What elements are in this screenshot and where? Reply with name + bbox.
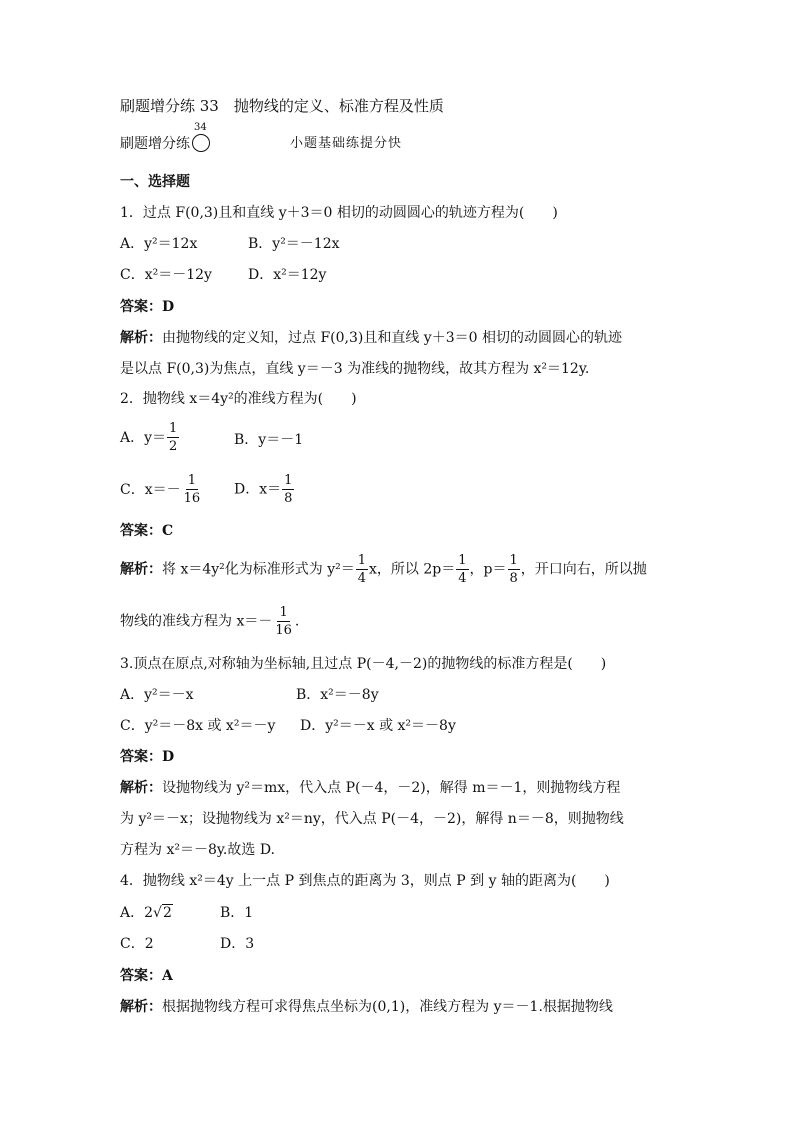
- fraction: $\frac{1}{8}$: [284, 473, 293, 506]
- sqrt-icon: √: [153, 905, 162, 921]
- q1-analysis-text1: 由抛物线的定义知，过点 F(0,3)且和直线 y＋3＝0 相切的动圆圆心的轨迹: [162, 330, 622, 346]
- circle-number: 34: [194, 122, 207, 133]
- number-circle-icon: [192, 122, 210, 152]
- q2-options-row1: [120, 420, 304, 455]
- q2-option-d: D．x＝ $\frac{1}{8}$: [234, 473, 293, 506]
- fraction: $\frac{1}{16}$: [183, 473, 201, 506]
- section-heading: 一、选择题: [120, 174, 190, 190]
- q2-option-c: C．x＝－ $\frac{1}{16}$: [120, 473, 201, 506]
- q4-options-row1: [120, 903, 254, 923]
- q2-option-a: A．y＝ $\frac{1}{2}$: [120, 421, 178, 454]
- header-row: [120, 122, 210, 154]
- q4-answer: 答案：A: [120, 968, 173, 984]
- q1-options-row2: [120, 265, 327, 285]
- fraction: $\frac{1}{4}$: [458, 553, 467, 586]
- header-subtitle: 小题基础练提分快: [290, 136, 403, 151]
- q3-analysis-line2: 为 y²＝－x；设抛物线为 x²＝ny，代入点 P(－4，－2)，解得 n＝－8，则抛物线: [120, 811, 624, 827]
- q3-answer: 答案：D: [120, 749, 175, 765]
- header-label: 刷题增分练: [120, 136, 190, 152]
- q3-analysis-line3: 方程为 x²＝－8y.故选 D.: [120, 842, 275, 858]
- q3-option-c: C．y²＝－8x 或 x²＝－y: [120, 718, 276, 734]
- q1-answer: 答案：D: [120, 299, 175, 315]
- q4-option-a: A．2√2: [120, 905, 172, 921]
- q4-stem: 4．抛物线 x²＝4y 上一点 P 到焦点的距离为 3，则点 P 到 y 轴的距离为( ): [120, 873, 610, 889]
- fraction: $\frac{1}{4}$: [357, 553, 367, 586]
- q3-option-a: A．y²＝－x: [120, 687, 194, 703]
- q1-options-row1: [120, 234, 340, 254]
- q3-analysis-line1: 解析：设抛物线为 y²＝mx，代入点 P(－4，－2)，解得 m＝－1，则抛物线方程: [120, 780, 621, 796]
- q3-option-b: B．x²＝－8y: [296, 687, 379, 703]
- q4-options-row2: [120, 934, 255, 954]
- q3-option-d: D．y²＝－x 或 x²＝－8y: [300, 718, 456, 734]
- q1-analysis-line2: 是以点 F(0,3)为焦点，直线 y＝－3 为准线的抛物线，故其方程为 x²＝12y.: [120, 361, 590, 377]
- q4-option-c: C．2: [120, 936, 154, 952]
- q3-stem: 3.顶点在原点,对称轴为坐标轴,且过点 P(－4,－2)的抛物线的标准方程是( ): [120, 656, 607, 672]
- q1-option-b: B．y²＝－12x: [248, 236, 340, 252]
- q2-answer: 答案：C: [120, 523, 174, 539]
- q4-option-d: D．3: [220, 936, 255, 952]
- q4-analysis-label: 解析：: [120, 999, 162, 1015]
- q2-option-b: B．y＝－1: [234, 432, 304, 448]
- q3-options-row1: [120, 685, 379, 705]
- q1-stem: 1．过点 F(0,3)且和直线 y＋3＝0 相切的动圆圆心的轨迹方程为( ): [120, 205, 558, 221]
- fraction: $\frac{1}{2}$: [169, 421, 178, 454]
- fraction: $\frac{1}{16}$: [275, 605, 292, 638]
- q4-analysis-line1: 解析：根据抛物线方程可求得焦点坐标为(0,1)，准线方程为 y＝－1.根据抛物线: [120, 999, 613, 1015]
- q3-analysis-label: 解析：: [120, 780, 162, 796]
- q2-options-row2: [120, 472, 293, 507]
- q3-options-row2: [120, 716, 456, 736]
- page-title: 刷题增分练 33 抛物线的定义、标准方程及性质: [120, 97, 444, 115]
- q1-option-d: D．x²＝12y: [248, 267, 327, 283]
- q1-option-a: A．y²＝12x: [120, 236, 198, 252]
- q2-stem: 2．抛物线 x＝4y²的准线方程为( ): [120, 391, 357, 407]
- fraction: $\frac{1}{8}$: [509, 553, 518, 586]
- q1-option-c: C．x²＝－12y: [120, 267, 212, 283]
- q2-analysis-line2: 物线的准线方程为 x＝－ $\frac{1}{16}$ .: [120, 605, 300, 638]
- q4-option-b: B．1: [220, 905, 254, 921]
- q1-analysis-label: 解析：: [120, 330, 162, 346]
- q1-analysis-line1: [120, 328, 622, 348]
- q2-analysis-line1: 解析：将 x＝4y²化为标准形式为 y²＝ $\frac{1}{4}$ x，所以 2p＝ $\frac{1}{4}$ ，p＝ $\frac{1}{8}$ ，开口向右，所以抛: [120, 553, 647, 586]
- q2-analysis-label: 解析：: [120, 561, 162, 578]
